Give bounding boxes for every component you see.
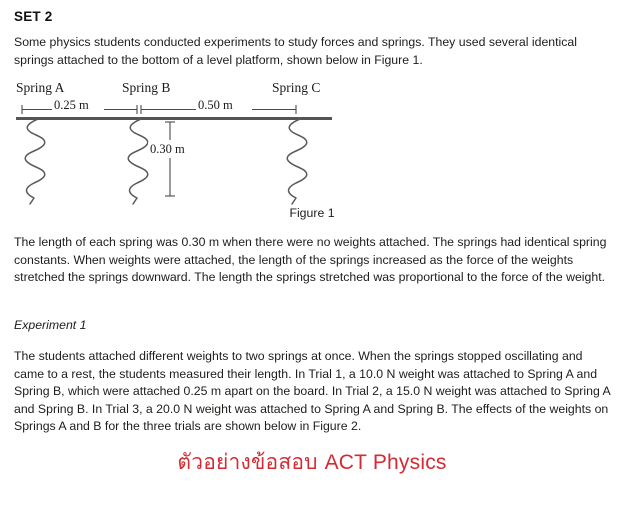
watermark bbox=[0, 449, 624, 476]
figure-1-diagram bbox=[0, 78, 624, 218]
dimension-label-a-to-b: 0.25 m bbox=[54, 98, 89, 112]
dimension-label-b-to-c: 0.50 m bbox=[198, 98, 233, 112]
spring-b-coil bbox=[128, 119, 148, 204]
spring-a-label: Spring A bbox=[16, 80, 65, 95]
spring-a-coil bbox=[25, 119, 45, 204]
watermark-thai-text: ตัวอย่างข้อสอบ bbox=[177, 450, 325, 474]
intro-paragraph: Some physics students conducted experiments to study forces and springs. They used several identical springs attached to the bottom of a level platform, shown below in Figure 1. bbox=[14, 35, 577, 67]
dimension-label-spring-length: 0.30 m bbox=[150, 142, 185, 156]
set-title: SET 2 bbox=[14, 9, 53, 24]
spring-b-label: Spring B bbox=[122, 80, 171, 95]
figure-1 bbox=[0, 78, 624, 218]
spring-c-label: Spring C bbox=[272, 80, 321, 95]
spring-c-coil bbox=[287, 119, 307, 204]
watermark-latin-text: ACT Physics bbox=[324, 451, 447, 474]
dimension-line-030 bbox=[165, 122, 175, 196]
experiment-1-heading: Experiment 1 bbox=[14, 318, 87, 332]
body-paragraph-2: The students attached different weights to two springs at once. When the springs stopped oscillating and came to a rest, the students measured their length. In Trial 1, a 10.0 N weight was attached to Spring A and Spring B, which were attached 0.25 m apart on the board. In Trial 2, a 15.0 N weight was attached to Spring A and Spring B. In Trial 3, a 20.0 N weight was attached to Spring A and Spring B. The effects of the weights on Springs A and B for the three trials are shown below in Figure 2. bbox=[14, 349, 611, 434]
body-paragraph-1: The length of each spring was 0.30 m when there were no weights attached. The springs had identical spring constants. When weights were attached, the length of the springs increased as the force of the weights stretched the springs downward. The length the springs stretched was proportional to the force of the weight. bbox=[14, 235, 607, 285]
figure-1-caption: Figure 1 bbox=[289, 206, 335, 220]
